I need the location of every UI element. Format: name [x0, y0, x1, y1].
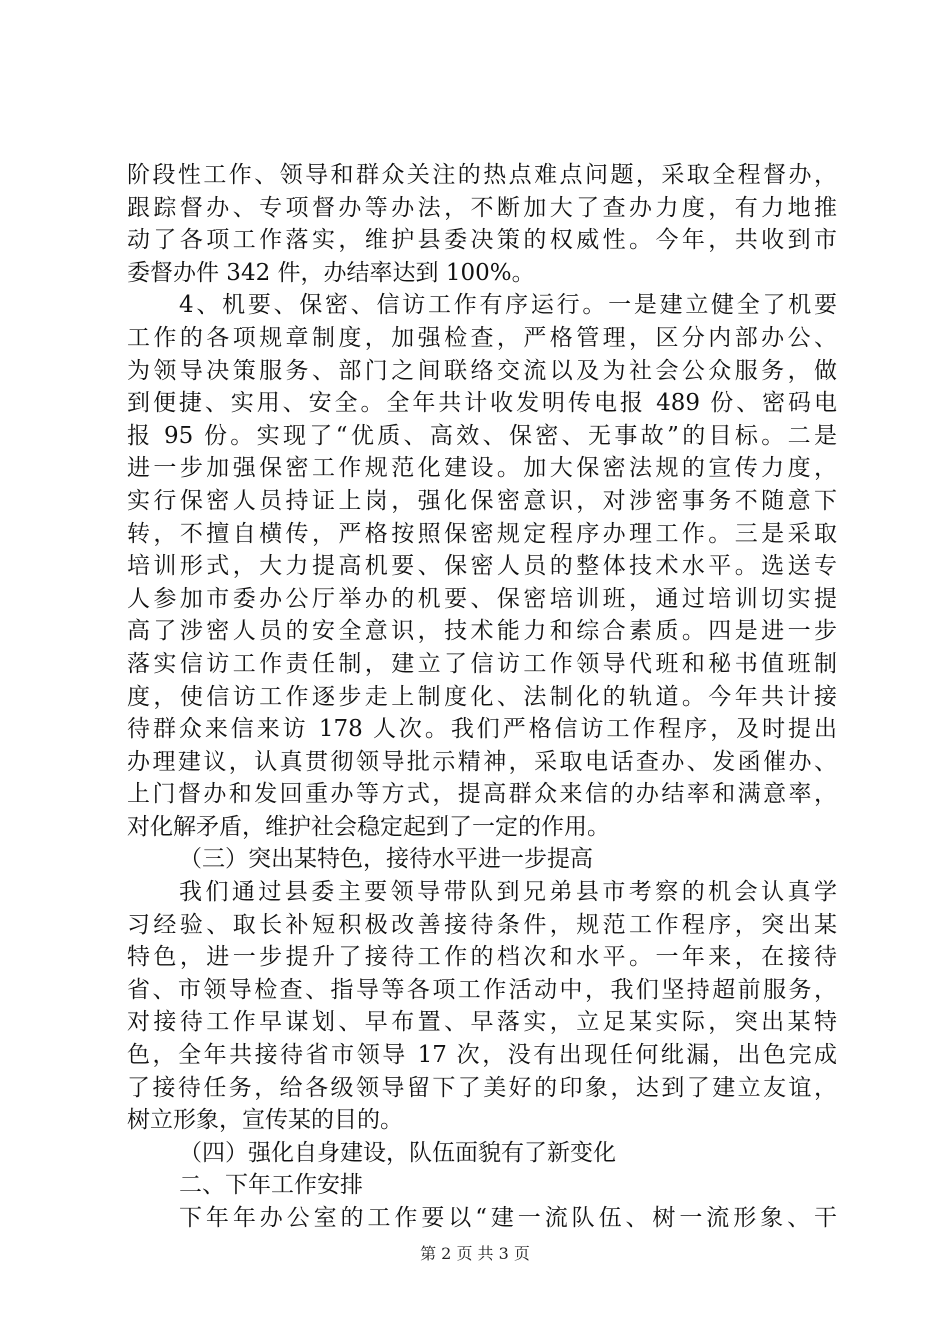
text-line: 下年年办公室的工作要以“建一流队伍、树一流形象、干: [179, 1205, 837, 1231]
text-line: 了接待任务，给各级领导留下了美好的印象，达到了建立友谊，: [127, 1074, 837, 1101]
text-line: 报 95 份。实现了“优质、高效、保密、无事故”的目标。二是: [127, 422, 837, 449]
text-line: 为领导决策服务、部门之间联络交流以及为社会公众服务，做: [127, 357, 837, 384]
text-line: 高了涉密人员的安全意识，技术能力和综合素质。四是进一步: [127, 618, 837, 645]
text-line: 树立形象，宣传某的目的。: [127, 1107, 403, 1134]
text-line: 落实信访工作责任制，建立了信访工作领导代班和秘书值班制: [127, 650, 837, 677]
text-line: 人参加市委办公厅举办的机要、保密培训班，通过培训切实提: [127, 585, 837, 612]
text-line: 转，不擅自横传，严格按照保密规定程序办理工作。三是采取: [127, 520, 837, 547]
section-heading: 二、下年工作安排: [179, 1172, 363, 1199]
text-line: 跟踪督办、专项督办等办法，不断加大了查办力度，有力地推: [127, 194, 837, 221]
text-line: 上门督办和发回重办等方式，提高群众来信的办结率和满意率，: [127, 781, 837, 808]
text-line: 委督办件 342 件，办结率达到 100%。: [127, 259, 535, 286]
text-line: 动了各项工作落实，维护县委决策的权威性。今年，共收到市: [127, 227, 837, 254]
text-line: 阶段性工作、领导和群众关注的热点难点问题，采取全程督办，: [127, 162, 837, 188]
text-line: 色，全年共接待省市领导 17 次，没有出现任何纰漏，出色完成: [127, 1042, 837, 1069]
text-line: 到便捷、实用、安全。全年共计收发明传电报 489 份、密码电: [127, 390, 837, 417]
text-line: 培训形式，大力提高机要、保密人员的整体技术水平。选送专: [127, 553, 837, 580]
text-line: 度，使信访工作逐步走上制度化、法制化的轨道。今年共计接: [127, 683, 837, 710]
section-heading: （三）突出某特色，接待水平进一步提高: [179, 846, 593, 873]
text-line: 特色，进一步提升了接待工作的档次和水平。一年来，在接待: [127, 944, 837, 971]
text-line: 实行保密人员持证上岗，强化保密意识，对涉密事务不随意下: [127, 487, 837, 514]
text-line: 对接待工作早谋划、早布置、早落实，立足某实际，突出某特: [127, 1009, 837, 1036]
text-line: 省、市领导检查、指导等各项工作活动中，我们坚持超前服务，: [127, 976, 837, 1003]
text-line: 待群众来信来访 178 人次。我们严格信访工作程序，及时提出: [127, 716, 837, 743]
page-number-footer: 第 2 页 共 3 页: [420, 1244, 530, 1263]
body-text: [127, 159, 837, 1235]
text-line: 工作的各项规章制度，加强检查，严格管理，区分内部办公、: [127, 324, 837, 351]
text-line: 对化解矛盾，维护社会稳定起到了一定的作用。: [127, 813, 610, 840]
text-line: 办理建议，认真贯彻领导批示精神，采取电话查办、发函催办、: [127, 748, 837, 775]
text-line: 我们通过县委主要领导带队到兄弟县市考察的机会认真学: [179, 879, 837, 906]
text-line: 进一步加强保密工作规范化建设。加大保密法规的宣传力度，: [127, 455, 837, 482]
text-line: 4、机要、保密、信访工作有序运行。一是建立健全了机要: [179, 292, 837, 319]
section-heading: （四）强化自身建设，队伍面貌有了新变化: [179, 1139, 616, 1166]
text-line: 习经验、取长补短积极改善接待条件，规范工作程序，突出某: [127, 911, 837, 938]
